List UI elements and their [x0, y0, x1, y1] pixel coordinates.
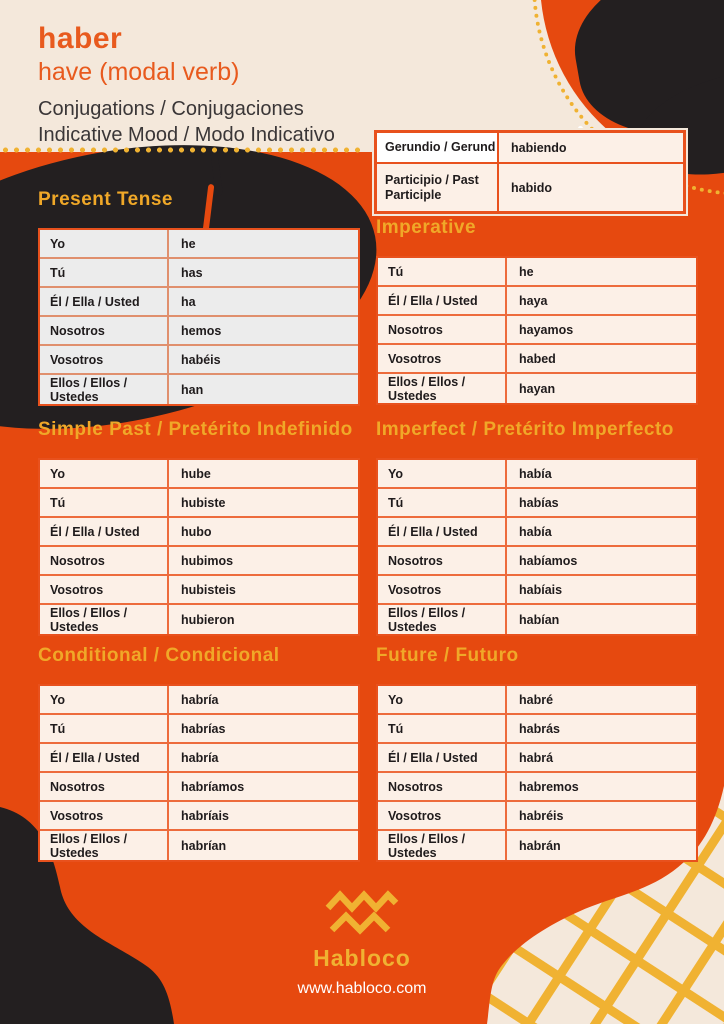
pronoun-cell: Vosotros	[40, 346, 169, 373]
table-row	[378, 605, 696, 634]
table-row	[40, 375, 358, 404]
conjugated-form-cell: habría	[169, 686, 358, 713]
table-row	[378, 831, 696, 860]
conjugation-table	[38, 458, 360, 636]
pronoun-cell: Tú	[378, 258, 507, 285]
table-row	[40, 547, 358, 576]
conjugated-form-cell: hubieron	[169, 605, 358, 634]
pronoun-cell: Él / Ella / Usted	[378, 518, 507, 545]
conjugated-form-cell: hubimos	[169, 547, 358, 574]
table-row	[40, 489, 358, 518]
pronoun-cell: Tú	[40, 715, 169, 742]
table-row	[40, 744, 358, 773]
table-row	[40, 686, 358, 715]
pronoun-cell: Ellos / Ellos / Ustedes	[378, 374, 507, 403]
conjugation-table	[38, 228, 360, 406]
conjugated-form-cell: habrá	[507, 744, 696, 771]
pronoun-cell: Ellos / Ellos / Ustedes	[40, 605, 169, 634]
section-title: Simple Past / Pretérito Indefinido	[38, 419, 353, 440]
table-row	[378, 460, 696, 489]
pronoun-cell: Yo	[40, 460, 169, 487]
section-title: Future / Futuro	[376, 645, 519, 666]
table-row	[378, 258, 696, 287]
pronoun-cell: Nosotros	[40, 773, 169, 800]
conjugated-form-cell: hube	[169, 460, 358, 487]
table-row	[40, 715, 358, 744]
pronoun-cell: Ellos / Ellos / Ustedes	[40, 831, 169, 860]
conjugated-form-cell: has	[169, 259, 358, 286]
footer	[0, 890, 724, 998]
section-simple-past	[38, 418, 360, 636]
section-imperfect	[376, 418, 698, 636]
table-row	[40, 576, 358, 605]
table-row	[378, 316, 696, 345]
subtitle-line-2: Indicative Mood / Modo Indicativo	[38, 124, 335, 146]
conjugated-form-cell: habéis	[169, 346, 358, 373]
conjugated-form-cell: hubo	[169, 518, 358, 545]
table-row	[378, 547, 696, 576]
pronoun-cell: Él / Ella / Usted	[378, 744, 507, 771]
conjugated-form-cell: habremos	[507, 773, 696, 800]
table-row	[378, 744, 696, 773]
pronoun-cell: Nosotros	[378, 773, 507, 800]
conjugated-form-cell: habría	[169, 744, 358, 771]
table-row	[377, 133, 683, 164]
section-title: Conditional / Condicional	[38, 645, 280, 666]
conjugated-form-cell: habías	[507, 489, 696, 516]
verb-translation: have (modal verb)	[38, 58, 240, 86]
pronoun-cell: Participio / Past Participle	[377, 164, 499, 211]
pronoun-cell: Nosotros	[378, 316, 507, 343]
table-row	[378, 802, 696, 831]
table-row	[378, 715, 696, 744]
table-row	[378, 489, 696, 518]
conjugated-form-cell: habíais	[507, 576, 696, 603]
table-row	[40, 831, 358, 860]
pronoun-cell: Tú	[378, 715, 507, 742]
section-title: Imperative	[376, 217, 477, 238]
section-title: Imperfect / Pretérito Imperfecto	[376, 419, 674, 440]
conjugated-form-cell: habían	[507, 605, 696, 634]
table-row	[378, 576, 696, 605]
pronoun-cell: Tú	[40, 489, 169, 516]
conjugated-form-cell: habiendo	[499, 133, 683, 162]
conjugated-form-cell: había	[507, 460, 696, 487]
pronoun-cell: Tú	[40, 259, 169, 286]
conjugated-form-cell: había	[507, 518, 696, 545]
conjugated-form-cell: habríais	[169, 802, 358, 829]
conjugated-form-cell: habido	[499, 164, 683, 211]
conjugated-form-cell: habríamos	[169, 773, 358, 800]
website-url: www.habloco.com	[297, 980, 427, 997]
pronoun-cell: Él / Ella / Usted	[40, 744, 169, 771]
conjugated-form-cell: habrías	[169, 715, 358, 742]
conjugation-table	[376, 684, 698, 862]
section-future	[376, 644, 698, 862]
pronoun-cell: Tú	[378, 489, 507, 516]
section-conditional	[38, 644, 360, 862]
pronoun-cell: Vosotros	[378, 345, 507, 372]
conjugated-form-cell: haya	[507, 287, 696, 314]
table-row	[40, 802, 358, 831]
pronoun-cell: Yo	[378, 460, 507, 487]
pronoun-cell: Vosotros	[40, 802, 169, 829]
table-row	[40, 605, 358, 634]
gerund-participle-table	[374, 130, 686, 214]
verb-title: haber	[38, 22, 123, 55]
pronoun-cell: Yo	[40, 686, 169, 713]
pronoun-cell: Él / Ella / Usted	[40, 288, 169, 315]
conjugated-form-cell: habréis	[507, 802, 696, 829]
conjugated-form-cell: hubisteis	[169, 576, 358, 603]
conjugated-form-cell: hayan	[507, 374, 696, 403]
conjugated-form-cell: hubiste	[169, 489, 358, 516]
table-row	[40, 773, 358, 802]
conjugated-form-cell: habrían	[169, 831, 358, 860]
conjugated-form-cell: habíamos	[507, 547, 696, 574]
table-row	[40, 518, 358, 547]
section-present-tense	[38, 188, 360, 406]
conjugated-form-cell: habrán	[507, 831, 696, 860]
table-row	[378, 686, 696, 715]
pronoun-cell: Yo	[378, 686, 507, 713]
conjugated-form-cell: habrás	[507, 715, 696, 742]
pronoun-cell: Él / Ella / Usted	[40, 518, 169, 545]
pronoun-cell: Nosotros	[40, 317, 169, 344]
table-row	[378, 518, 696, 547]
conjugated-form-cell: habed	[507, 345, 696, 372]
table-row	[40, 346, 358, 375]
table-row	[378, 345, 696, 374]
conjugated-form-cell: ha	[169, 288, 358, 315]
pronoun-cell: Nosotros	[378, 547, 507, 574]
conjugation-table	[376, 458, 698, 636]
section-title: Present Tense	[38, 189, 173, 210]
conjugated-form-cell: he	[169, 230, 358, 257]
pronoun-cell: Ellos / Ellos / Ustedes	[378, 605, 507, 634]
table-row	[40, 288, 358, 317]
table-row	[40, 259, 358, 288]
pronoun-cell: Él / Ella / Usted	[378, 287, 507, 314]
table-row	[378, 773, 696, 802]
table-row	[40, 317, 358, 346]
conjugated-form-cell: hayamos	[507, 316, 696, 343]
pronoun-cell: Nosotros	[40, 547, 169, 574]
pronoun-cell: Ellos / Ellos / Ustedes	[40, 375, 169, 404]
conjugation-table	[38, 684, 360, 862]
subtitle	[38, 96, 335, 148]
pronoun-cell: Gerundio / Gerund	[377, 133, 499, 162]
brand-name: Habloco	[313, 945, 411, 971]
zigzag-waves-icon	[324, 890, 400, 936]
pronoun-cell: Vosotros	[378, 802, 507, 829]
conjugated-form-cell: he	[507, 258, 696, 285]
pronoun-cell: Ellos / Ellos / Ustedes	[378, 831, 507, 860]
conjugated-form-cell: habré	[507, 686, 696, 713]
pronoun-cell: Yo	[40, 230, 169, 257]
pronoun-cell: Vosotros	[40, 576, 169, 603]
table-row	[40, 460, 358, 489]
conjugation-table	[376, 256, 698, 405]
table-row	[40, 230, 358, 259]
conjugated-form-cell: han	[169, 375, 358, 404]
section-imperative	[376, 216, 698, 405]
pronoun-cell: Vosotros	[378, 576, 507, 603]
table-row	[378, 287, 696, 316]
header	[38, 22, 335, 148]
table-row	[377, 164, 683, 211]
subtitle-line-1: Conjugations / Conjugaciones	[38, 98, 304, 120]
conjugated-form-cell: hemos	[169, 317, 358, 344]
table-row	[378, 374, 696, 403]
